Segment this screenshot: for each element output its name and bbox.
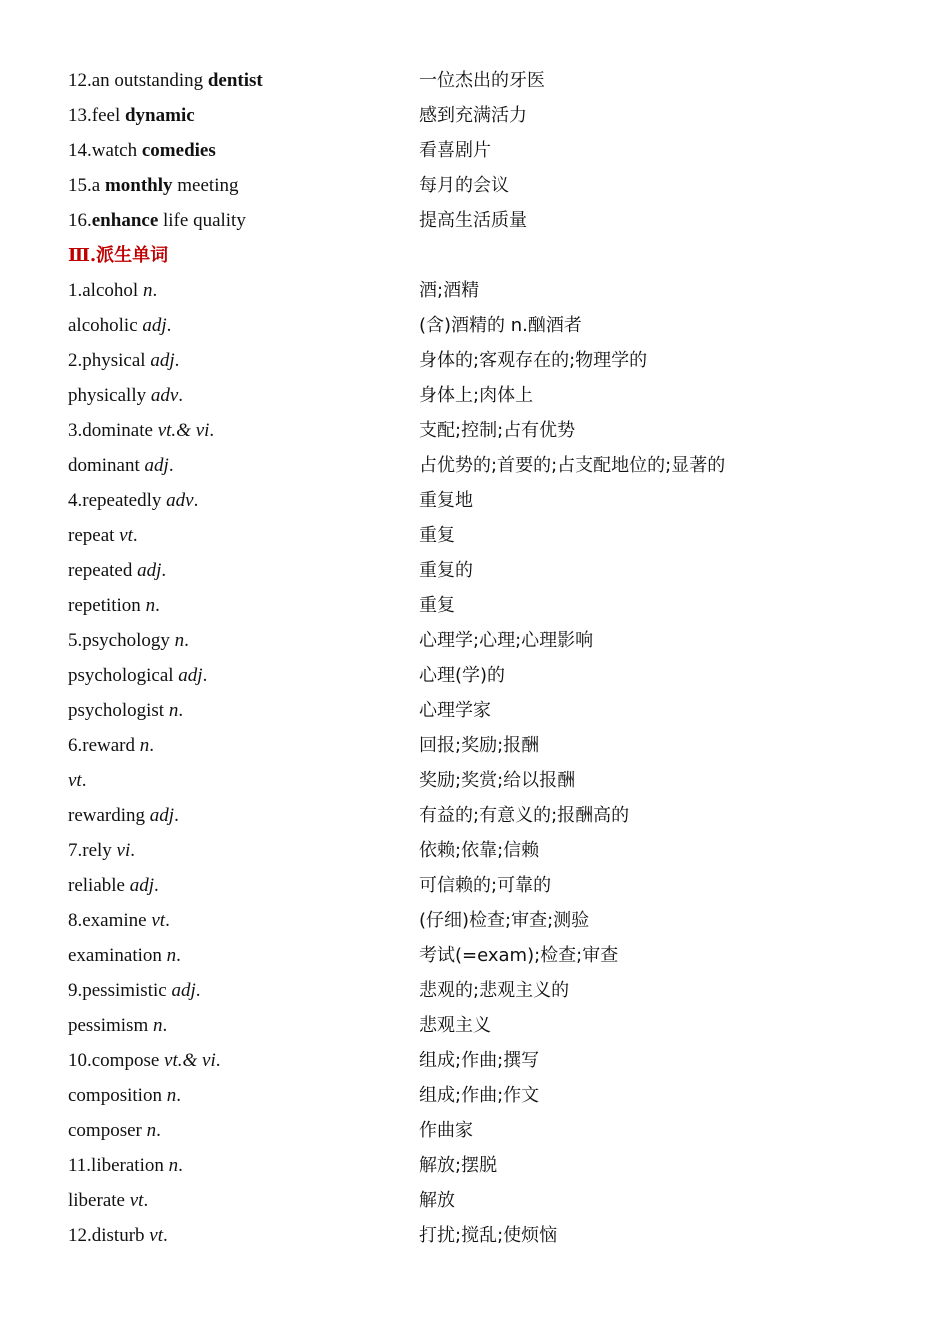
derivative-zh: 心理学;心理;心理影响 — [419, 630, 594, 651]
phrase-row — [68, 98, 888, 133]
derivative-zh: 解放 — [419, 1190, 455, 1211]
derivative-row — [68, 273, 888, 308]
derivative-row — [68, 483, 888, 518]
derivative-en: psychologist n. — [68, 700, 184, 721]
derivative-en: 9.pessimistic adj. — [68, 980, 201, 1001]
derivative-en: 11.liberation n. — [68, 1155, 183, 1176]
derivative-row — [68, 518, 888, 553]
phrase-zh: 每月的会议 — [419, 175, 509, 196]
section-heading-text: Ⅲ.派生单词 — [68, 245, 169, 266]
derivative-row — [68, 343, 888, 378]
derivative-zh: 回报;奖励;报酬 — [419, 735, 540, 756]
derivative-row — [68, 903, 888, 938]
derivative-zh: 组成;作曲;作文 — [419, 1085, 540, 1106]
derivative-en: 1.alcohol n. — [68, 280, 158, 301]
derivative-row — [68, 1043, 888, 1078]
derivative-row — [68, 588, 888, 623]
derivative-zh: 重复的 — [419, 560, 473, 581]
derivative-zh: 组成;作曲;撰写 — [419, 1050, 540, 1071]
derivative-row — [68, 1218, 888, 1253]
derivative-row — [68, 553, 888, 588]
derivative-row — [68, 308, 888, 343]
phrase-en: 13.feel dynamic — [68, 105, 195, 126]
derivative-zh: 依赖;依靠;信赖 — [419, 840, 540, 861]
derivative-en: rewarding adj. — [68, 805, 179, 826]
derivative-zh: 作曲家 — [419, 1120, 473, 1141]
derivative-row — [68, 1183, 888, 1218]
derivative-zh: 占优势的;首要的;占支配地位的;显著的 — [419, 455, 726, 476]
phrase-zh: 一位杰出的牙医 — [419, 70, 545, 91]
derivative-zh: 有益的;有意义的;报酬高的 — [419, 805, 630, 826]
derivative-en: composer n. — [68, 1120, 161, 1141]
derivative-zh: 重复地 — [419, 490, 473, 511]
derivative-en: 4.repeatedly adv. — [68, 490, 199, 511]
derivative-row — [68, 763, 888, 798]
derivative-row — [68, 378, 888, 413]
derivative-en: physically adv. — [68, 385, 184, 406]
derivative-row — [68, 798, 888, 833]
derivative-zh: 打扰;搅乱;使烦恼 — [419, 1225, 558, 1246]
derivative-en: 12.disturb vt. — [68, 1225, 168, 1246]
derivative-en: 5.psychology n. — [68, 630, 189, 651]
phrase-en: 12.an outstanding dentist — [68, 70, 263, 91]
phrase-en: 16.enhance life quality — [68, 210, 246, 231]
derivative-en: reliable adj. — [68, 875, 159, 896]
section-heading — [68, 238, 888, 273]
phrase-row — [68, 168, 888, 203]
derivative-row — [68, 1078, 888, 1113]
derivative-en: examination n. — [68, 945, 181, 966]
derivative-zh: 心理(学)的 — [419, 665, 506, 686]
derivative-zh: 重复 — [419, 525, 455, 546]
phrase-row — [68, 203, 888, 238]
derivative-row — [68, 448, 888, 483]
phrase-zh: 感到充满活力 — [419, 105, 527, 126]
derivative-zh: 支配;控制;占有优势 — [419, 420, 576, 441]
derivative-en: psychological adj. — [68, 665, 208, 686]
phrase-row — [68, 133, 888, 168]
derivative-zh: 悲观主义 — [419, 1015, 491, 1036]
derivative-row — [68, 658, 888, 693]
phrase-zh: 提高生活质量 — [419, 210, 527, 231]
derivative-en: pessimism n. — [68, 1015, 168, 1036]
derivative-en: 7.rely vi. — [68, 840, 136, 861]
derivative-en: composition n. — [68, 1085, 181, 1106]
derivative-zh: 身体上;肉体上 — [419, 385, 534, 406]
derivative-row — [68, 1148, 888, 1183]
derivative-en: dominant adj. — [68, 455, 174, 476]
derivative-row — [68, 1008, 888, 1043]
derivative-en: repeated adj. — [68, 560, 167, 581]
derivative-en: repetition n. — [68, 595, 160, 616]
derivative-row — [68, 973, 888, 1008]
vocabulary-list — [68, 63, 888, 1253]
derivative-zh: 可信赖的;可靠的 — [419, 875, 552, 896]
derivative-row — [68, 868, 888, 903]
derivative-en: 6.reward n. — [68, 735, 154, 756]
phrase-row — [68, 63, 888, 98]
derivative-zh: 解放;摆脱 — [419, 1155, 498, 1176]
derivative-row — [68, 693, 888, 728]
derivative-zh: 身体的;客观存在的;物理学的 — [419, 350, 648, 371]
derivative-row — [68, 938, 888, 973]
derivative-en: 8.examine vt. — [68, 910, 170, 931]
derivative-en: alcoholic adj. — [68, 315, 172, 336]
derivative-row — [68, 413, 888, 448]
derivative-zh: 酒;酒精 — [419, 280, 480, 301]
phrase-en: 15.a monthly meeting — [68, 175, 239, 196]
derivative-zh: 悲观的;悲观主义的 — [419, 980, 570, 1001]
derivative-en: vt. — [68, 770, 87, 791]
derivative-zh: 心理学家 — [419, 700, 491, 721]
derivative-zh: 考试(=exam);检查;审查 — [419, 945, 619, 966]
derivative-en: 10.compose vt.& vi. — [68, 1050, 221, 1071]
derivative-en: 3.dominate vt.& vi. — [68, 420, 215, 441]
derivative-en: repeat vt. — [68, 525, 138, 546]
derivative-zh: 重复 — [419, 595, 455, 616]
derivative-en: 2.physical adj. — [68, 350, 180, 371]
derivative-row — [68, 1113, 888, 1148]
derivative-zh: (含)酒精的 n.酗酒者 — [419, 315, 582, 336]
derivative-en: liberate vt. — [68, 1190, 149, 1211]
derivative-zh: (仔细)检查;审查;测验 — [419, 910, 590, 931]
derivative-row — [68, 623, 888, 658]
derivative-row — [68, 833, 888, 868]
derivative-row — [68, 728, 888, 763]
phrase-zh: 看喜剧片 — [419, 140, 491, 161]
derivative-zh: 奖励;奖赏;给以报酬 — [419, 770, 576, 791]
phrase-en: 14.watch comedies — [68, 140, 216, 161]
